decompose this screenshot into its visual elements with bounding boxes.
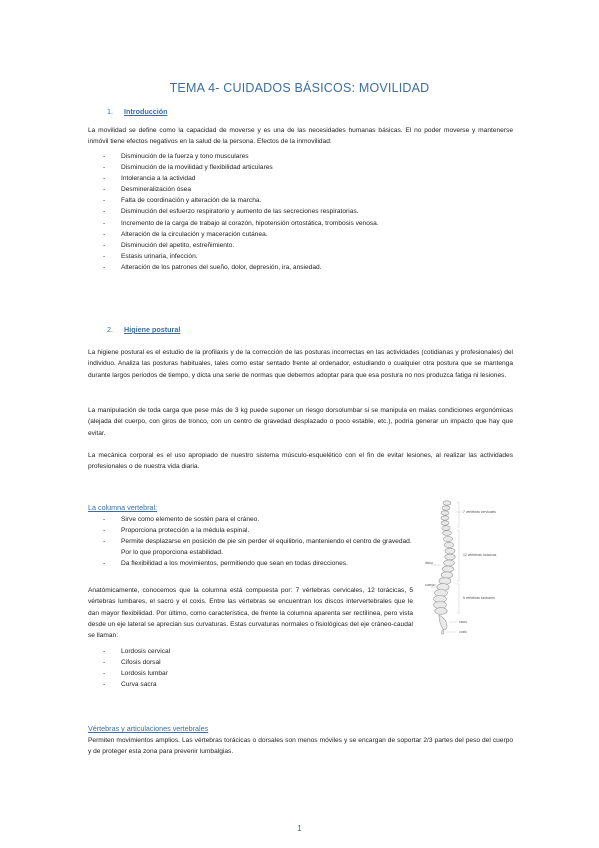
section-number: 1. — [107, 107, 113, 116]
figure-label-thoracic: 12 vértebras torácicas — [463, 553, 497, 557]
list-item: - Cifosis dorsal — [103, 657, 303, 668]
column-curvatures-list — [103, 646, 303, 690]
section-heading-label: Higiene postural — [124, 325, 181, 334]
list-item: - Estasis urinaria, infección. — [103, 251, 513, 262]
list-item: - Da flexibilidad a los movimientos, permitiendo que sean en todas direcciones. — [103, 558, 413, 569]
list-item: - Disminución de la movilidad y flexibilidad articulares — [103, 162, 513, 173]
figure-label-lumbar: 5 vértebras lumbares — [463, 596, 495, 600]
section-heading-label: Introducción — [124, 107, 168, 116]
list-item: - Incremento de la carga de trabajo al corazón, hipotensión ortostática, trombosis venosa. — [103, 218, 513, 229]
list-item: - Disminución de la fuerza y tono musculares — [103, 151, 513, 162]
figure-label-cuerpo: cuerpo — [425, 583, 436, 587]
section-heading-higiene-postural — [107, 325, 180, 334]
figure-label-disco: disco — [425, 561, 433, 565]
list-item: - Intolerancia a la actividad — [103, 173, 513, 184]
figure-label-sacro: sacro — [459, 620, 468, 624]
vertebrae-paragraph: Permiten movimientos amplios. Las vértebras torácicas o dorsales son menos móviles y se encargan de soportar 2/3 partes del peso del cuerpo y de proteger esta zona para prevenir lumbalgias. — [88, 737, 513, 756]
spine-illustration — [425, 497, 529, 635]
column-anatomy-paragraph: Anatómicamente, conocemos que la columna está compuesta por: 7 vértebras cervicales, 12 torácicas, 5 vértebras lumbares, el sacro y el coxis. Entre las vértebras se encuentran los discos intervertebrales que le dan mayor flexibilidad. Por último, como característica, de frente la columna aparenta ser rectilínea, pero vista desde un eje lateral se aprecian sus curvaturas. Estas curvaturas normales o fisiológicas del eje cráneo-caudal se llaman: — [88, 587, 413, 640]
figure-label-coxis: coxis — [459, 630, 467, 634]
section-heading-introduccion — [107, 107, 168, 116]
figure-label-cervical: 7 vértebras cervicales — [463, 510, 496, 514]
page-title: TEMA 4- CUIDADOS BÁSICOS: MOVILIDAD — [169, 81, 430, 95]
section-number: 2. — [107, 325, 113, 334]
postural-paragraph-2: La manipulación de toda carga que pese más de 3 kg puede suponer un riesgo dorsolumbar si se manipula en malas condiciones ergonómicas (alejada del cuerpo, con giros de tronco, con un centro de gravedad desplazado o poco estable, etc.), podría generar un impacto que hay que evitar. — [88, 407, 513, 437]
page-number: 1 — [297, 824, 302, 833]
postural-paragraph-1: La higiene postural es el estudio de la profilaxis y de la corrección de las posturas incorrectas en las actividades (cotidianas y profesionales) del individuo. Analiza las posturas habituales, tales como estar sentado frente al ordenador, estudiando o cualquier otra postura que se mantenga durante largos periodos de tiempo, y dicta una serie de normas que debemos adoptar para que esa postura no nos produzca fatiga ni lesiones. — [88, 349, 513, 379]
list-item: - Desmineralización ósea — [103, 184, 513, 195]
column-heading: La columna vertebral: — [88, 503, 158, 512]
list-item: - Sirve como elemento de sostén para el cráneo. — [103, 514, 413, 525]
list-item: - Curva sacra — [103, 679, 303, 690]
list-item: - Lordosis cervical — [103, 646, 303, 657]
list-item: - Disminución del esfuerzo respiratorio y aumento de las secreciones respiratorias. — [103, 206, 513, 217]
list-item: - Lordosis lumbar — [103, 668, 303, 679]
postural-paragraph-3: La mecánica corporal es el uso apropiado de nuestro sistema músculo-esquelético con el fin de evitar lesiones, al realizar las actividades profesionales o de nuestra vida diaria. — [88, 452, 513, 471]
vertebrae-heading: Vértebras y articulaciones vertebrales — [88, 724, 209, 733]
list-item: - Disminución del apetito, estreñimiento. — [103, 240, 513, 251]
list-item: - Falta de coordinación y alteración de la marcha. — [103, 195, 513, 206]
intro-paragraph: La movilidad se define como la capacidad de moverse y es una de las necesidades humanas básicas. El no poder moverse y mantenerse inmóvil tiene efectos negativos en la salud de la persona. Efectos de la inmovilidad: — [88, 127, 513, 146]
list-item: - Alteración de los patrones del sueño, dolor, depresión, ira, ansiedad. — [103, 262, 513, 273]
column-functions-list — [103, 514, 413, 569]
immobility-effects-list — [103, 151, 513, 273]
list-item: - Proporciona protección a la médula espinal. — [103, 525, 413, 536]
list-item: - Alteración de la circulación y maceración cutánea. — [103, 229, 513, 240]
list-item: - Permite desplazarse en posición de pie sin perder el equilibrio, manteniendo el centro de gravedad. Por lo que proporciona estabilidad. — [103, 536, 413, 558]
